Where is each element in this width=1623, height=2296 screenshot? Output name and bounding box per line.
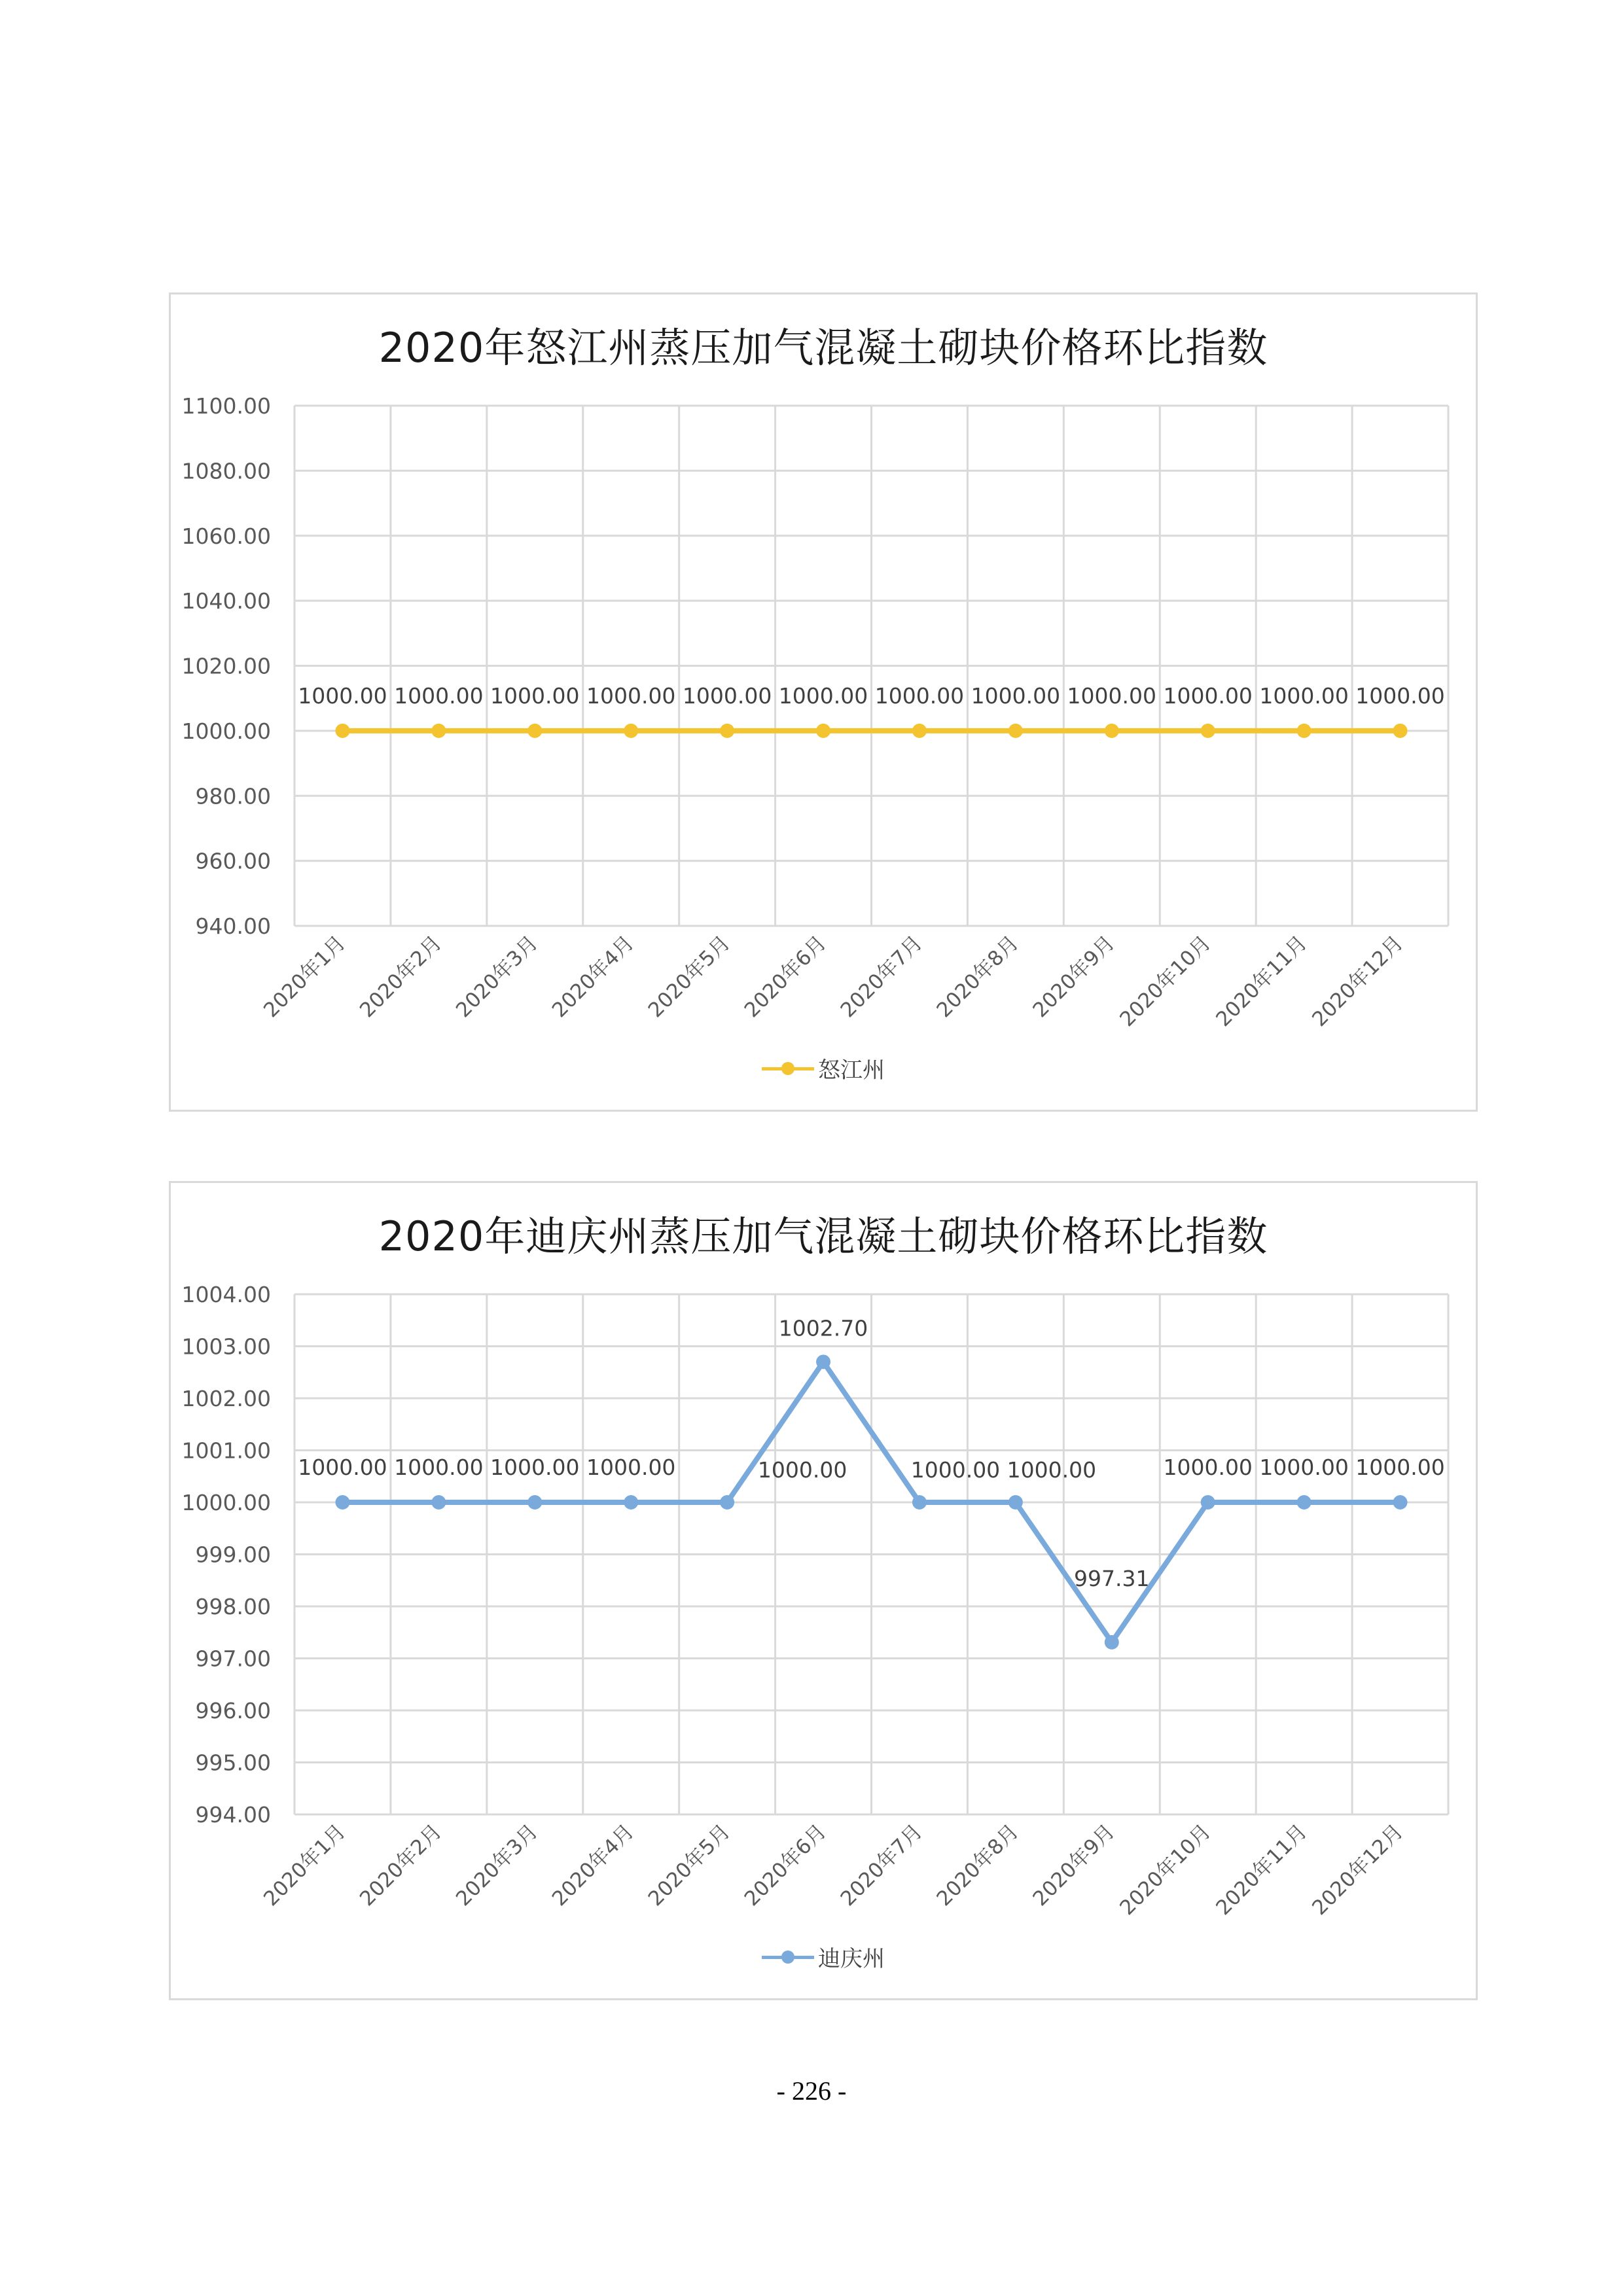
- data-label: 1000.00: [394, 1455, 484, 1480]
- y-tick-label: 1080.00: [181, 458, 271, 484]
- data-point: [1105, 1635, 1119, 1650]
- data-point: [912, 724, 927, 738]
- y-tick-label: 1000.00: [181, 718, 271, 744]
- x-tick-label: 2020年6月: [740, 931, 831, 1023]
- data-label: 1000.00: [1355, 1455, 1445, 1480]
- x-tick-label: 2020年9月: [1028, 931, 1120, 1023]
- y-tick-label: 994.00: [195, 1802, 271, 1828]
- data-label: 1000.00: [1163, 682, 1253, 709]
- x-tick-label: 2020年10月: [1115, 1820, 1216, 1920]
- data-point: [720, 1495, 734, 1510]
- y-tick-label: 980.00: [195, 783, 271, 809]
- legend-swatch: [762, 1950, 814, 1964]
- chart-plot-diqing: [171, 1183, 1480, 2002]
- y-tick-label: 1060.00: [181, 523, 271, 549]
- x-tick-label: 2020年2月: [355, 1820, 447, 1911]
- data-label: 1000.00: [490, 1455, 580, 1480]
- data-label: 1000.00: [778, 682, 868, 709]
- data-point: [816, 1354, 830, 1369]
- data-label: 1000.00: [298, 682, 387, 709]
- data-point: [816, 724, 830, 738]
- y-tick-label: 1100.00: [181, 393, 271, 419]
- legend-label: 怒江州: [818, 1057, 885, 1084]
- data-label: 1000.00: [971, 682, 1061, 709]
- data-point: [527, 724, 542, 738]
- x-tick-label: 2020年12月: [1308, 1820, 1408, 1920]
- y-tick-label: 997.00: [195, 1646, 271, 1672]
- y-tick-label: 1020.00: [181, 653, 271, 679]
- data-label: 1000.00: [1067, 682, 1157, 709]
- x-tick-label: 2020年7月: [836, 1820, 927, 1911]
- data-point: [1008, 1495, 1023, 1510]
- x-tick-label: 2020年3月: [451, 1820, 543, 1911]
- y-tick-label: 998.00: [195, 1594, 271, 1619]
- legend: [171, 1052, 1476, 1084]
- data-point: [624, 1495, 638, 1510]
- chart-title: 2020年迪庆州蒸压加气混凝土砌块价格环比指数: [378, 1212, 1268, 1260]
- legend: [171, 1941, 1476, 1973]
- x-tick-label: 2020年1月: [259, 931, 351, 1023]
- data-point: [1201, 1495, 1215, 1510]
- page-number: - 226 -: [776, 2076, 847, 2106]
- data-label: 1000.00: [1259, 682, 1349, 709]
- x-tick-label: 2020年2月: [355, 931, 447, 1023]
- legend-swatch: [762, 1061, 814, 1076]
- data-point: [1201, 724, 1215, 738]
- x-tick-label: 2020年4月: [547, 931, 639, 1023]
- x-tick-label: 2020年4月: [547, 1820, 639, 1911]
- y-tick-label: 1003.00: [181, 1333, 271, 1360]
- chart-diqing: [169, 1181, 1478, 2000]
- data-point: [624, 724, 638, 738]
- data-label: 1000.00: [1259, 1455, 1349, 1480]
- data-label: 1000.00: [1163, 1455, 1253, 1480]
- x-tick-label: 2020年5月: [643, 931, 735, 1023]
- y-tick-label: 1000.00: [181, 1490, 271, 1515]
- data-label: 1000.00: [394, 682, 484, 709]
- data-label: 1000.00: [1007, 1457, 1097, 1483]
- data-label: 997.31: [1074, 1565, 1150, 1591]
- x-tick-label: 2020年12月: [1308, 931, 1408, 1032]
- x-tick-label: 2020年11月: [1211, 1820, 1312, 1920]
- data-label: 1000.00: [490, 682, 580, 709]
- data-point: [1393, 1495, 1408, 1510]
- data-label: 1002.70: [778, 1315, 868, 1341]
- data-label: 1000.00: [586, 682, 676, 709]
- y-tick-label: 940.00: [195, 913, 271, 939]
- data-point: [1008, 724, 1023, 738]
- x-tick-label: 2020年1月: [259, 1820, 351, 1911]
- data-label: 1000.00: [910, 1457, 1001, 1483]
- data-label: 1000.00: [298, 1455, 387, 1480]
- y-tick-label: 999.00: [195, 1542, 271, 1568]
- data-point: [431, 1495, 446, 1510]
- x-tick-label: 2020年7月: [836, 931, 927, 1023]
- y-tick-label: 960.00: [195, 848, 271, 874]
- data-point: [335, 1495, 349, 1510]
- x-tick-label: 2020年9月: [1028, 1820, 1120, 1911]
- data-point: [1297, 1495, 1311, 1510]
- data-label: 1000.00: [1355, 682, 1445, 709]
- y-tick-label: 995.00: [195, 1750, 271, 1776]
- data-label: 1000.00: [757, 1457, 847, 1483]
- y-tick-label: 1002.00: [181, 1386, 271, 1411]
- x-tick-label: 2020年11月: [1211, 931, 1312, 1032]
- x-tick-label: 2020年10月: [1115, 931, 1216, 1032]
- data-point: [1297, 724, 1311, 738]
- data-label: 1000.00: [682, 682, 772, 709]
- y-tick-label: 1040.00: [181, 588, 271, 614]
- data-label: 1000.00: [874, 682, 965, 709]
- y-tick-label: 1001.00: [181, 1438, 271, 1464]
- chart-nujiang: [169, 292, 1478, 1112]
- chart-plot-nujiang: [171, 294, 1480, 1114]
- legend-label: 迪庆州: [818, 1946, 885, 1972]
- chart-title: 2020年怒江州蒸压加气混凝土砌块价格环比指数: [378, 324, 1268, 372]
- data-point: [527, 1495, 542, 1510]
- data-point: [1393, 724, 1408, 738]
- data-point: [720, 724, 734, 738]
- data-point: [1105, 724, 1119, 738]
- x-tick-label: 2020年8月: [932, 931, 1024, 1023]
- x-tick-label: 2020年8月: [932, 1820, 1024, 1911]
- data-point: [912, 1495, 927, 1510]
- x-tick-label: 2020年3月: [451, 931, 543, 1023]
- y-tick-label: 996.00: [195, 1698, 271, 1723]
- x-tick-label: 2020年6月: [740, 1820, 831, 1911]
- data-point: [431, 724, 446, 738]
- x-tick-label: 2020年5月: [643, 1820, 735, 1911]
- data-point: [335, 724, 349, 738]
- y-tick-label: 1004.00: [181, 1282, 271, 1307]
- data-label: 1000.00: [586, 1455, 676, 1480]
